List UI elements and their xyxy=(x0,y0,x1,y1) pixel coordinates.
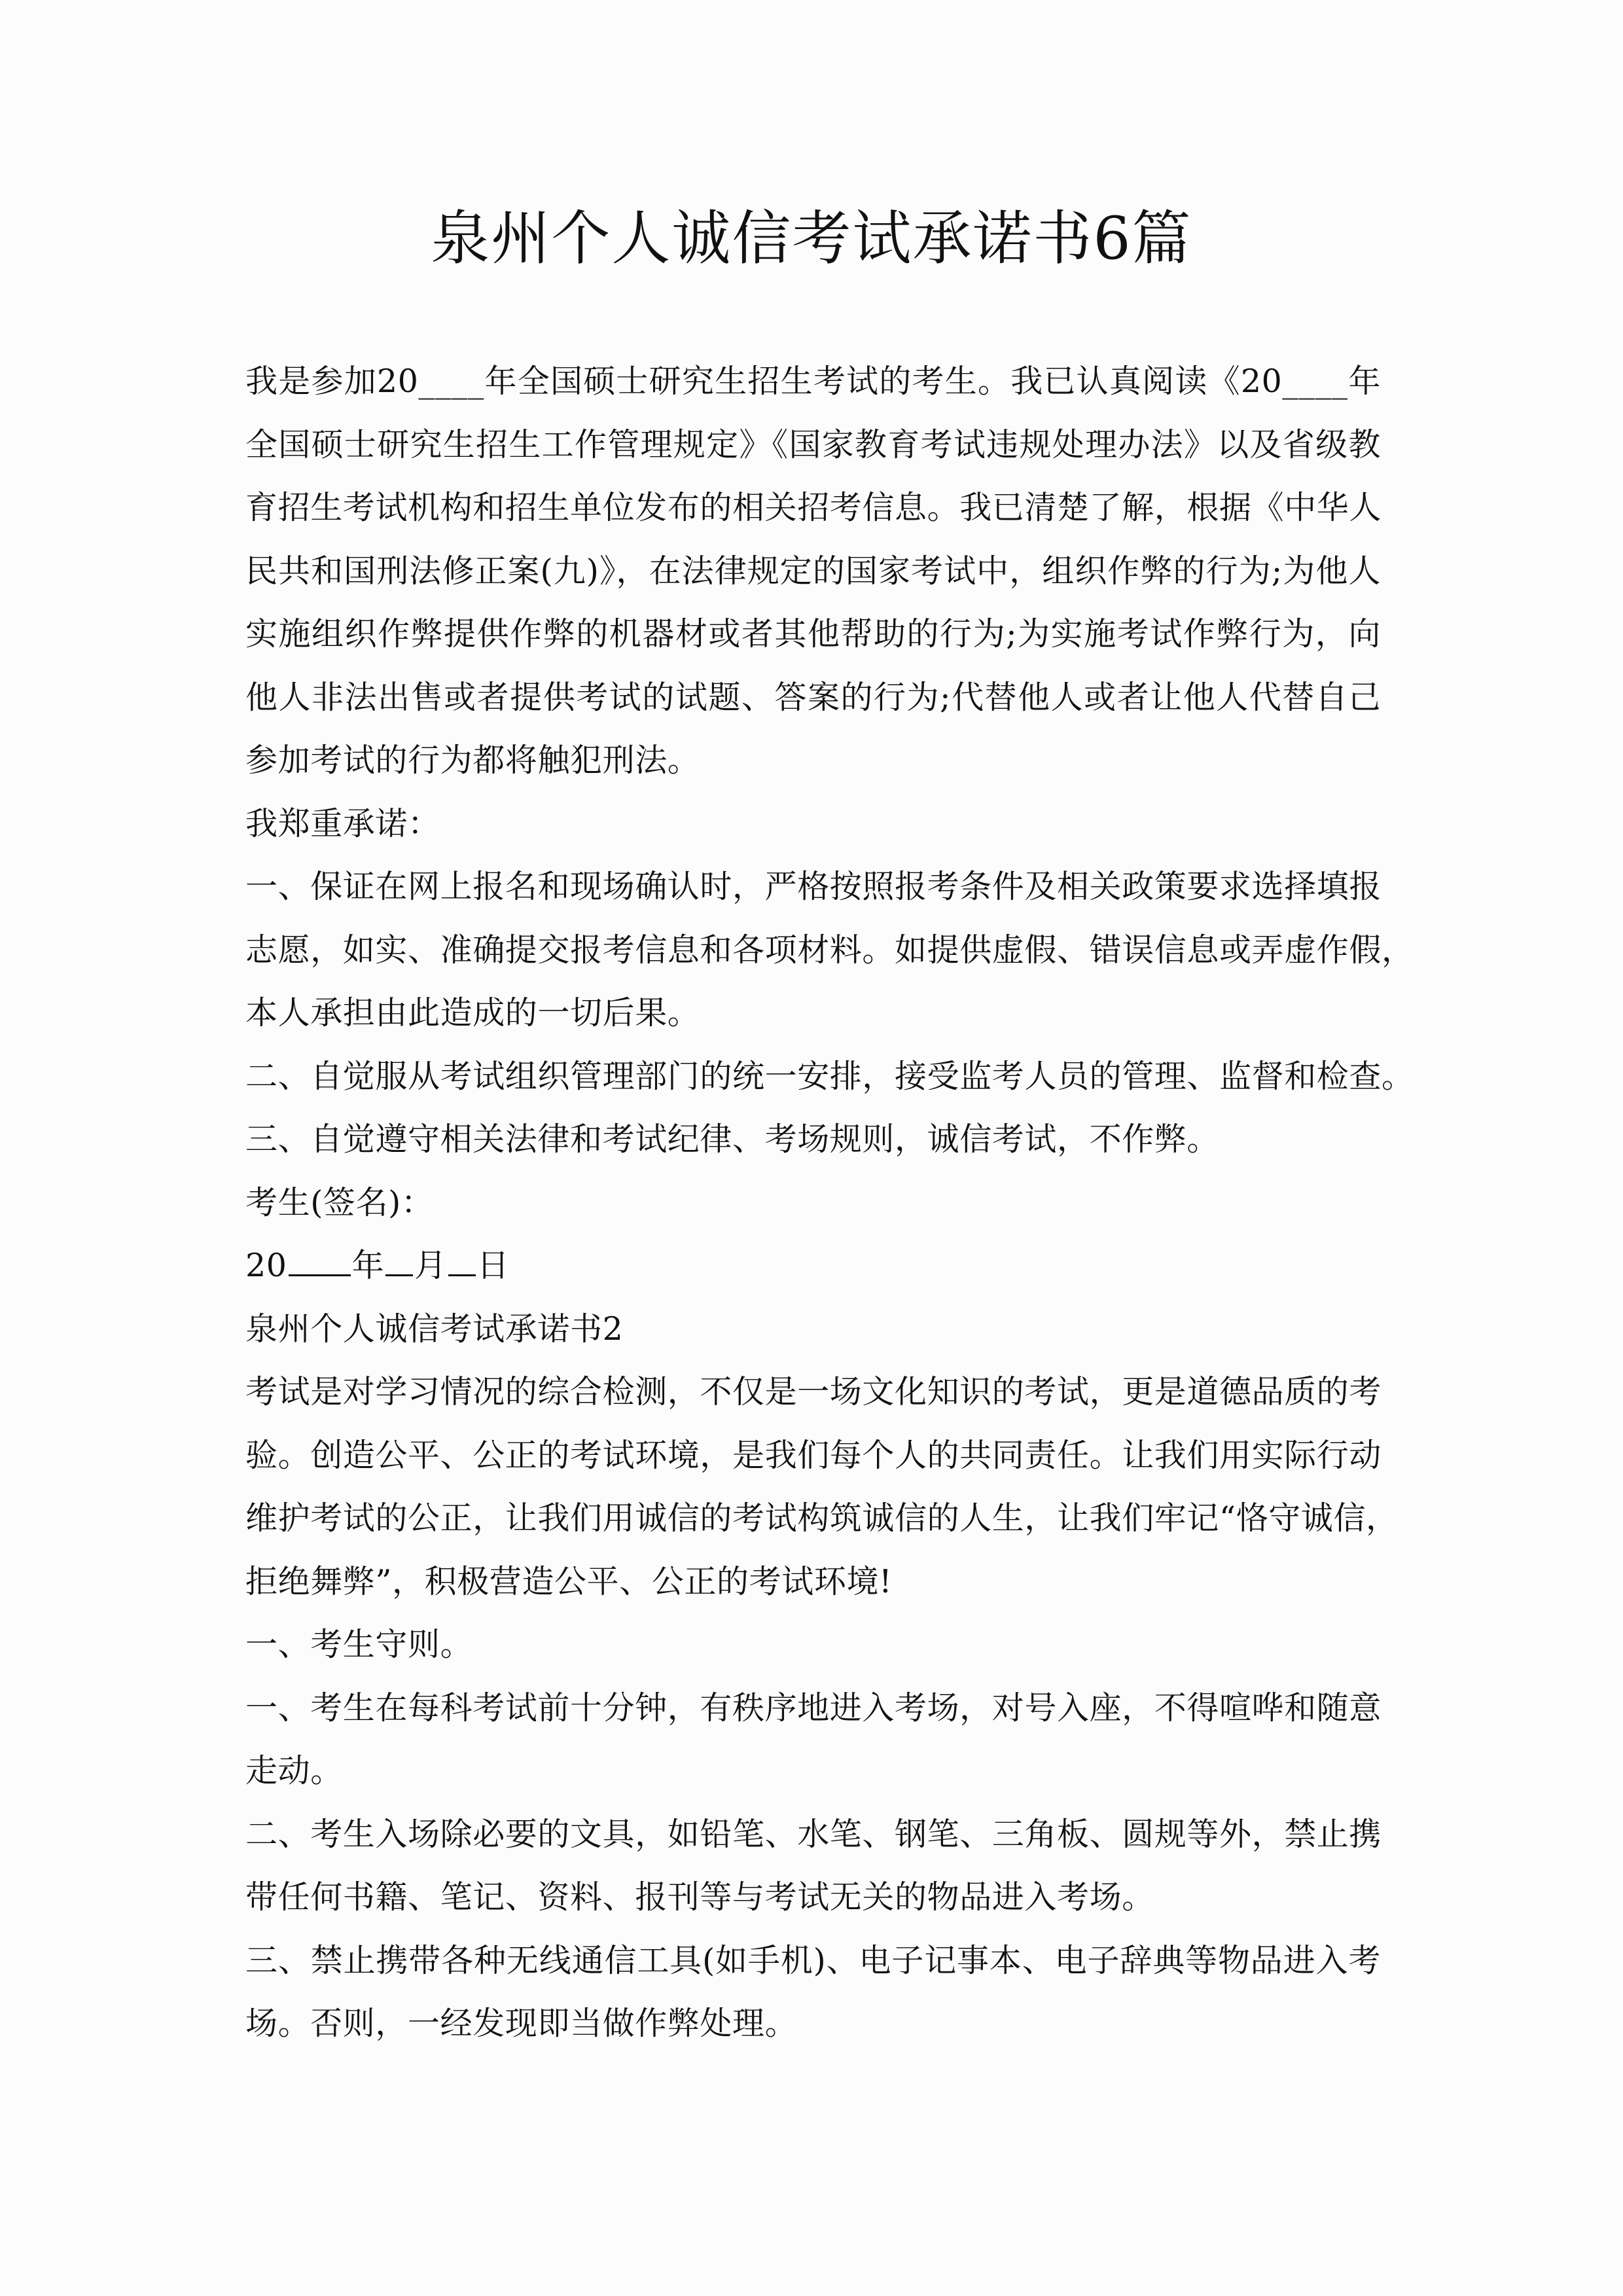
paragraph-line: 一、考生在每科考试前十分钟，有秩序地进入考场，对号入座，不得喧哗和随意 xyxy=(245,1689,1382,1727)
rules-heading: 一、考生守则。 xyxy=(245,1626,473,1663)
section-2-heading: 泉州个人诚信考试承诺书2 xyxy=(245,1310,624,1348)
promise-heading: 我郑重承诺： xyxy=(245,804,440,842)
promise-item-1 xyxy=(245,855,1414,1045)
paragraph-line: 参加考试的行为都将触犯刑法。 xyxy=(245,742,700,779)
paragraph-line: 我是参加20____年全国硕士研究生招生考试的考生。我已认真阅读《20____年 xyxy=(245,363,1381,400)
date-day-label: 日 xyxy=(476,1247,510,1284)
paragraph-line: 全国硕士研究生招生工作管理规定》《国家教育考试违规处理办法》以及省级教 xyxy=(245,425,1381,463)
promise-item-3: 三、自觉遵守相关法律和考试纪律、考场规则，诚信考试，不作弊。 xyxy=(245,1121,1220,1158)
month-blank xyxy=(385,1274,413,1276)
paragraph-line: 本人承担由此造成的一切后果。 xyxy=(245,994,700,1031)
rule-2 xyxy=(245,1803,1381,1929)
intro-paragraph xyxy=(245,350,1381,793)
paragraph-line: 实施组织作弊提供作弊的机器材或者其他帮助的行为;为实施考试作弊行为，向 xyxy=(245,615,1381,653)
paragraph-line: 志愿，如实、准确提交报考信息和各项材料。如提供虚假、错误信息或弄虚作假， xyxy=(245,931,1414,969)
document-title: 泉州个人诚信考试承诺书6篇 xyxy=(431,204,1192,273)
signature-label: 考生(签名)： xyxy=(245,1183,434,1221)
paragraph-line: 场。否则，一经发现即当做作弊处理。 xyxy=(245,2005,798,2042)
date-prefix: 20 xyxy=(245,1247,287,1284)
rule-1 xyxy=(245,1677,1381,1803)
paragraph-line: 育招生考试机构和招生单位发布的相关招考信息。我已清楚了解，根据《中华人 xyxy=(245,489,1382,526)
paragraph-line: 民共和国刑法修正案(九)》，在法律规定的国家考试中，组织作弊的行为;为他人 xyxy=(245,552,1381,590)
paragraph-line: 走动。 xyxy=(245,1752,343,1789)
promise-item-2: 二、自觉服从考试组织管理部门的统一安排，接受监考人员的管理、监督和检查。 xyxy=(245,1057,1414,1095)
section-2-intro-paragraph xyxy=(245,1361,1399,1613)
signature-date xyxy=(245,1234,1381,1298)
date-month-label: 月 xyxy=(414,1247,447,1284)
paragraph-line: 二、考生入场除必要的文具，如铅笔、水笔、钢笔、三角板、圆规等外，禁止携 xyxy=(245,1815,1382,1853)
paragraph-line: 拒绝舞弊”，积极营造公平、公正的考试环境! xyxy=(245,1562,893,1600)
paragraph-line: 带任何书籍、笔记、资料、报刊等与考试无关的物品进入考场。 xyxy=(245,1878,1154,1916)
paragraph-line: 一、保证在网上报名和现场确认时，严格按照报考条件及相关政策要求选择填报 xyxy=(245,868,1382,905)
day-blank xyxy=(448,1274,476,1276)
paragraph-line: 三、禁止携带各种无线通信工具(如手机)、电子记事本、电子辞典等物品进入考 xyxy=(245,1941,1381,1979)
document-body xyxy=(245,350,1414,2056)
paragraph-line: 验。创造公平、公正的考试环境，是我们每个人的共同责任。让我们用实际行动 xyxy=(245,1436,1382,1474)
date-year-label: 年 xyxy=(351,1247,385,1284)
year-blank xyxy=(289,1274,351,1276)
rule-3 xyxy=(245,1929,1381,2056)
paragraph-line: 考试是对学习情况的综合检测，不仅是一场文化知识的考试，更是道德品质的考 xyxy=(245,1373,1382,1410)
paragraph-line: 维护考试的公正，让我们用诚信的考试构筑诚信的人生，让我们牢记“恪守诚信， xyxy=(245,1499,1399,1537)
paragraph-line: 他人非法出售或者提供考试的试题、答案的行为;代替他人或者让他人代替自己 xyxy=(245,678,1381,716)
